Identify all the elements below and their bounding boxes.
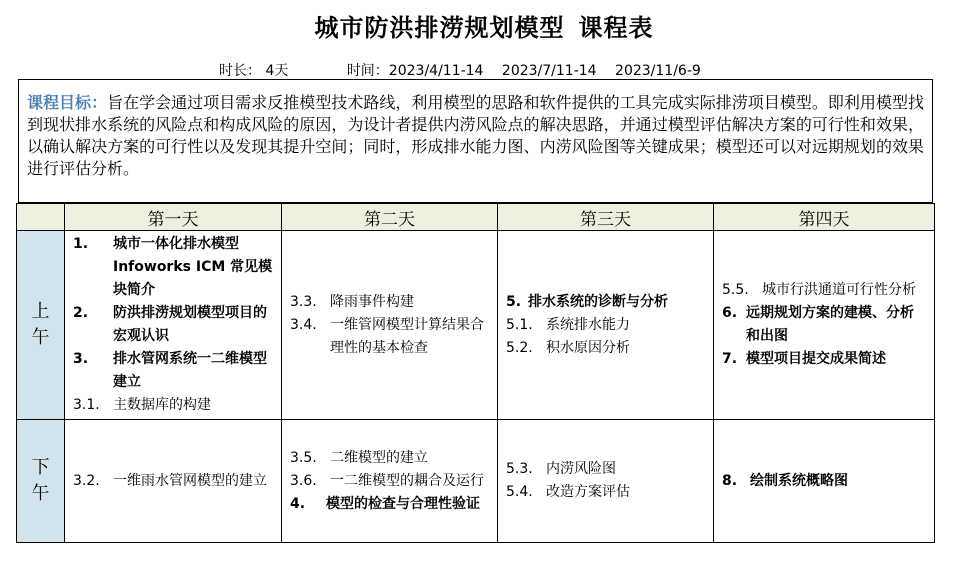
duration-text: 时长： 4天 (219, 63, 289, 79)
time-text: 时间：2023/4/11-14 (346, 63, 484, 79)
list-item: 7. 模型项目提交成果简述 (722, 351, 886, 367)
list-item: 5. 排水系统的诊断与分析 (506, 293, 668, 310)
morning-label: 上 午 (17, 231, 65, 420)
list-item: 6. 远期规划方案的建模、分析和出图 (722, 305, 914, 344)
am-day1-cell (65, 231, 282, 420)
afternoon-row (17, 420, 935, 543)
day-header-1: 第一天 (65, 204, 282, 231)
header-row (17, 204, 935, 231)
list-item: 3.3. 降雨事件构建 (290, 293, 414, 310)
list-item: 3.1. 主数据库的构建 (73, 397, 211, 413)
afternoon-label: 下 午 (17, 420, 65, 543)
course-objective (18, 79, 933, 203)
day-header-3: 第三天 (498, 204, 714, 231)
objective-label: 课程目标： (27, 93, 108, 112)
schedule-table (16, 203, 935, 543)
list-item: 4. 模型的检查与合理性验证 (290, 495, 480, 512)
list-item: 8. 绘制系统概略图 (722, 472, 848, 489)
list-item: 3.2. 一维雨水管网模型的建立 (73, 472, 267, 489)
pm-day4-cell (714, 420, 935, 543)
course-meta (219, 60, 701, 80)
day-header-2: 第二天 (282, 204, 498, 231)
am-day3-cell (498, 231, 714, 420)
page-title (0, 8, 968, 43)
list-item: 3. 排水管网系统一二维模型建立 (73, 351, 267, 390)
time-text-3: 2023/11/6-9 (615, 63, 701, 79)
morning-row (17, 231, 935, 420)
title-sub: 课程表 (578, 14, 654, 42)
objective-text: 旨在学会通过项目需求反推模型技术路线，利用模型的思路和软件提供的工具完成实际排涝项目模型。即利用模型找到现状排水系统的风险点和构成风险的原因，为设计者提供内涝风险点的解决思路，并通过模型评估解决方案的可行性和效果，以确认解决方案的可行性以及发现其提升空间；同时，形成排水能力图、内涝风险图等关键成果；模型还可以对远期规划的效果进行评估分析。 (27, 93, 924, 178)
list-item: 3.6. 一二维模型的耦合及运行 (290, 472, 484, 489)
list-item: 5.2. 积水原因分析 (506, 339, 630, 356)
am-day4-cell (714, 231, 935, 420)
pm-day1-cell (65, 420, 282, 543)
corner-cell (17, 204, 65, 231)
list-item: 1. 城市一体化排水模型 Infoworks ICM 常见模块简介 (73, 236, 273, 298)
list-item: 3.5. 二维模型的建立 (290, 449, 428, 466)
list-item: 5.5. 城市行洪通道可行性分析 (722, 282, 916, 298)
time-text-2: 2023/7/11-14 (501, 63, 597, 79)
pm-day3-cell (498, 420, 714, 543)
list-item: 5.3. 内涝风险图 (506, 461, 616, 477)
list-item: 3.4. 一维管网模型计算结果合理性的基本检查 (290, 316, 484, 356)
title-main: 城市防洪排涝规划模型 (314, 14, 565, 42)
day-header-4: 第四天 (714, 204, 935, 231)
list-item: 2. 防洪排涝规划模型项目的宏观认识 (73, 305, 267, 344)
pm-day2-cell (282, 420, 498, 543)
list-item: 5.4. 改造方案评估 (506, 484, 630, 500)
am-day2-cell (282, 231, 498, 420)
list-item: 5.1. 系统排水能力 (506, 316, 630, 333)
